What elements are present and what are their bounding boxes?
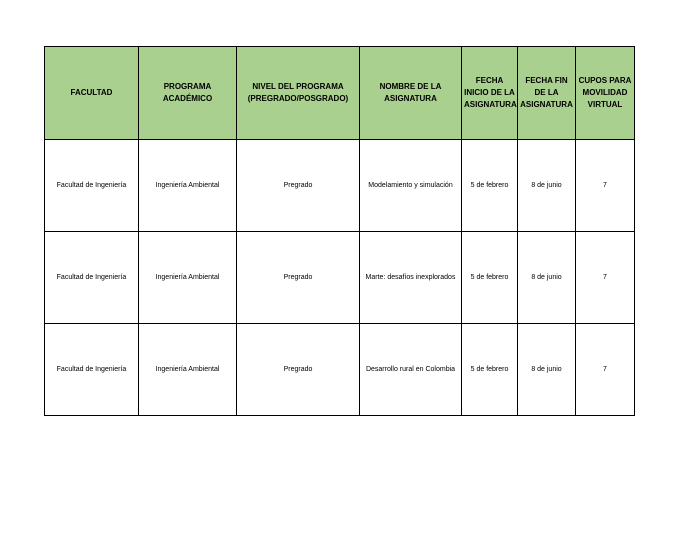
cell-nivel: Pregrado bbox=[237, 232, 360, 324]
header-row bbox=[45, 47, 635, 140]
cell-facultad: Facultad de Ingeniería bbox=[45, 140, 139, 232]
header-nivel-del-programa: NIVEL DEL PROGRAMA (PREGRADO/POSGRADO) bbox=[237, 47, 360, 140]
header-programa-academico: PROGRAMA ACADÉMICO bbox=[139, 47, 237, 140]
cell-facultad: Facultad de Ingeniería bbox=[45, 324, 139, 416]
cell-nivel: Pregrado bbox=[237, 324, 360, 416]
cell-fecha-inicio: 5 de febrero bbox=[462, 324, 518, 416]
cell-cupos: 7 bbox=[576, 140, 635, 232]
cell-asignatura: Desarrollo rural en Colombia bbox=[360, 324, 462, 416]
cell-programa: Ingeniería Ambiental bbox=[139, 232, 237, 324]
header-fecha-inicio: FECHA INICIO DE LA ASIGNATURA bbox=[462, 47, 518, 140]
cell-asignatura: Modelamiento y simulación bbox=[360, 140, 462, 232]
cell-asignatura: Marte: desafíos inexplorados bbox=[360, 232, 462, 324]
cell-fecha-fin: 8 de junio bbox=[518, 324, 576, 416]
table-row bbox=[45, 232, 635, 324]
cell-programa: Ingeniería Ambiental bbox=[139, 140, 237, 232]
table-row bbox=[45, 324, 635, 416]
cell-programa: Ingeniería Ambiental bbox=[139, 324, 237, 416]
cell-cupos: 7 bbox=[576, 232, 635, 324]
table-row bbox=[45, 140, 635, 232]
cell-fecha-fin: 8 de junio bbox=[518, 140, 576, 232]
cell-fecha-inicio: 5 de febrero bbox=[462, 140, 518, 232]
header-nombre-asignatura: NOMBRE DE LA ASIGNATURA bbox=[360, 47, 462, 140]
header-fecha-fin: FECHA FIN DE LA ASIGNATURA bbox=[518, 47, 576, 140]
cell-nivel: Pregrado bbox=[237, 140, 360, 232]
courses-table bbox=[44, 46, 635, 416]
header-facultad: FACULTAD bbox=[45, 47, 139, 140]
cell-facultad: Facultad de Ingeniería bbox=[45, 232, 139, 324]
cell-fecha-inicio: 5 de febrero bbox=[462, 232, 518, 324]
header-cupos: CUPOS PARA MOVILIDAD VIRTUAL bbox=[576, 47, 635, 140]
cell-cupos: 7 bbox=[576, 324, 635, 416]
cell-fecha-fin: 8 de junio bbox=[518, 232, 576, 324]
